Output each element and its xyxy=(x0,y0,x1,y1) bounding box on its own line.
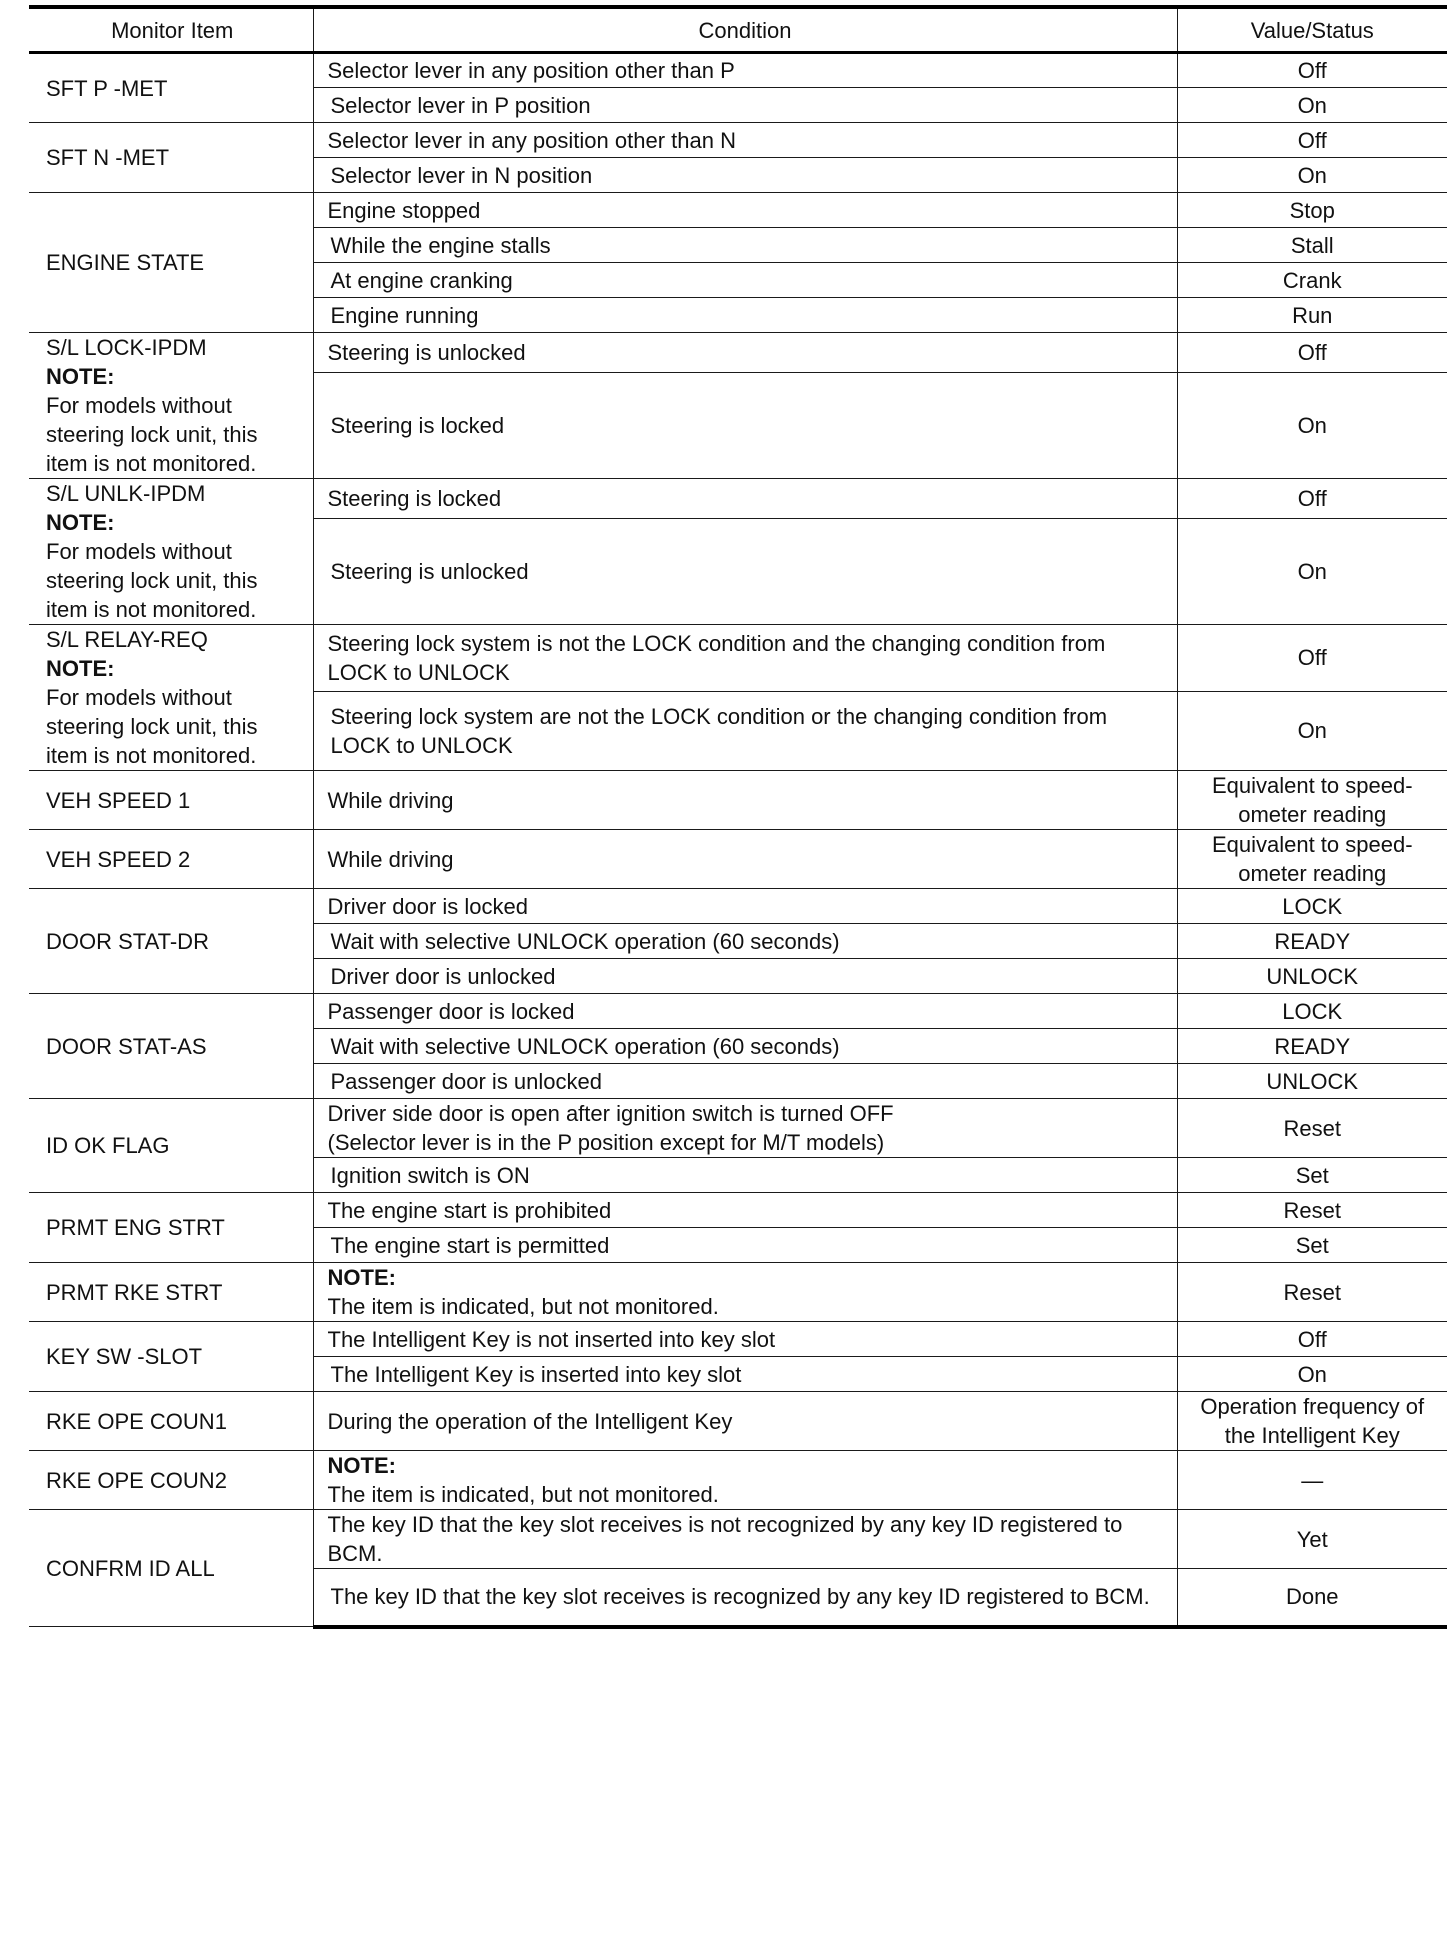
condition-cell: Engine stopped xyxy=(313,193,1177,228)
condition-cell: Steering is locked xyxy=(313,479,1177,519)
value-cell: Equivalent to speed-ometer reading xyxy=(1177,771,1447,830)
value-cell: Set xyxy=(1177,1228,1447,1263)
value-cell: On xyxy=(1177,88,1447,123)
monitor-item-cell: PRMT RKE STRT xyxy=(29,1263,313,1322)
monitor-item-name: S/L LOCK-IPDM xyxy=(46,335,207,360)
note-text: The item is indicated, but not monitored. xyxy=(327,1482,719,1507)
value-cell: Yet xyxy=(1177,1510,1447,1569)
value-cell: — xyxy=(1177,1451,1447,1510)
monitor-item-cell: VEH SPEED 1 xyxy=(29,771,313,830)
value-cell: Off xyxy=(1177,53,1447,88)
monitor-item-cell xyxy=(29,333,313,479)
condition-cell: While the engine stalls xyxy=(313,228,1177,263)
table-row xyxy=(29,1193,1447,1228)
monitor-item-name: S/L UNLK-IPDM xyxy=(46,481,206,506)
value-cell: On xyxy=(1177,518,1447,624)
value-cell: Off xyxy=(1177,333,1447,373)
condition-cell: Engine running xyxy=(313,298,1177,333)
condition-cell: Wait with selective UNLOCK operation (60 seconds) xyxy=(313,1029,1177,1064)
header-monitor-item: Monitor Item xyxy=(29,7,313,53)
condition-cell: Steering lock system is not the LOCK condition and the changing condition from LOCK to UNLOCK xyxy=(313,625,1177,692)
table-row xyxy=(29,830,1447,889)
condition-cell: The Intelligent Key is not inserted into key slot xyxy=(313,1322,1177,1357)
note-label: NOTE: xyxy=(327,1265,396,1290)
condition-cell: Selector lever in P position xyxy=(313,88,1177,123)
table-row xyxy=(29,1451,1447,1510)
condition-cell: Selector lever in any position other than N xyxy=(313,123,1177,158)
condition-cell: Wait with selective UNLOCK operation (60 seconds) xyxy=(313,924,1177,959)
value-cell: Off xyxy=(1177,123,1447,158)
value-cell: Reset xyxy=(1177,1263,1447,1322)
table-row xyxy=(29,479,1447,519)
note-text: The item is indicated, but not monitored. xyxy=(327,1294,719,1319)
condition-cell: Passenger door is unlocked xyxy=(313,1064,1177,1099)
value-cell: On xyxy=(1177,691,1447,770)
table-row xyxy=(29,1263,1447,1322)
note-label: NOTE: xyxy=(46,656,115,681)
condition-cell: Steering is unlocked xyxy=(313,518,1177,624)
value-cell: Equivalent to speed-ometer reading xyxy=(1177,830,1447,889)
value-cell: On xyxy=(1177,372,1447,478)
value-cell: On xyxy=(1177,158,1447,193)
monitor-item-cell: RKE OPE COUN2 xyxy=(29,1451,313,1510)
value-cell: Off xyxy=(1177,625,1447,692)
value-cell: LOCK xyxy=(1177,994,1447,1029)
value-cell: Run xyxy=(1177,298,1447,333)
condition-cell: Steering is unlocked xyxy=(313,333,1177,373)
condition-cell: The engine start is permitted xyxy=(313,1228,1177,1263)
value-cell: Off xyxy=(1177,1322,1447,1357)
monitor-item-cell: RKE OPE COUN1 xyxy=(29,1392,313,1451)
note-label: NOTE: xyxy=(46,510,115,535)
monitor-item-cell xyxy=(29,625,313,771)
value-cell: Set xyxy=(1177,1158,1447,1193)
condition-cell: Steering lock system are not the LOCK condition or the changing condition from LOCK to UNLOCK xyxy=(313,691,1177,770)
monitor-item-cell: VEH SPEED 2 xyxy=(29,830,313,889)
table-row xyxy=(29,333,1447,373)
note-text: For models without steering lock unit, this item is not monitored. xyxy=(46,393,258,476)
value-cell: UNLOCK xyxy=(1177,1064,1447,1099)
value-cell: READY xyxy=(1177,924,1447,959)
condition-cell: Selector lever in any position other than P xyxy=(313,53,1177,88)
value-cell: Done xyxy=(1177,1569,1447,1627)
note-text: For models without steering lock unit, this item is not monitored. xyxy=(46,539,258,622)
note-label: NOTE: xyxy=(46,364,115,389)
table-row xyxy=(29,994,1447,1029)
table-row xyxy=(29,1510,1447,1569)
header-value-status: Value/Status xyxy=(1177,7,1447,53)
value-cell: On xyxy=(1177,1357,1447,1392)
value-cell: Reset xyxy=(1177,1193,1447,1228)
condition-line: Driver side door is open after ignition switch is turned OFF xyxy=(327,1101,894,1126)
header-condition: Condition xyxy=(313,7,1177,53)
condition-cell: The key ID that the key slot receives is recognized by any key ID registered to BCM. xyxy=(313,1569,1177,1627)
value-cell: UNLOCK xyxy=(1177,959,1447,994)
condition-cell: Steering is locked xyxy=(313,372,1177,478)
value-cell: Stop xyxy=(1177,193,1447,228)
condition-cell: While driving xyxy=(313,830,1177,889)
table-row xyxy=(29,123,1447,158)
condition-cell xyxy=(313,1099,1177,1158)
value-cell: Operation frequency of the Intelligent Key xyxy=(1177,1392,1447,1451)
condition-cell xyxy=(313,1263,1177,1322)
value-cell: Off xyxy=(1177,479,1447,519)
monitor-item-cell: ENGINE STATE xyxy=(29,193,313,333)
table-row xyxy=(29,53,1447,88)
table-row xyxy=(29,1392,1447,1451)
condition-cell: While driving xyxy=(313,771,1177,830)
table-row xyxy=(29,1099,1447,1158)
monitor-item-cell: ID OK FLAG xyxy=(29,1099,313,1193)
monitor-item-cell: PRMT ENG STRT xyxy=(29,1193,313,1263)
condition-cell: The key ID that the key slot receives is not recognized by any key ID registered to BCM. xyxy=(313,1510,1177,1569)
monitor-item-cell: CONFRM ID ALL xyxy=(29,1510,313,1627)
table-row xyxy=(29,771,1447,830)
condition-cell: Ignition switch is ON xyxy=(313,1158,1177,1193)
condition-cell: Driver door is unlocked xyxy=(313,959,1177,994)
table-row xyxy=(29,1322,1447,1357)
condition-cell xyxy=(313,1451,1177,1510)
table-row xyxy=(29,889,1447,924)
monitor-item-cell: SFT P -MET xyxy=(29,53,313,123)
note-text: For models without steering lock unit, this item is not monitored. xyxy=(46,685,258,768)
condition-cell: At engine cranking xyxy=(313,263,1177,298)
condition-cell: Passenger door is locked xyxy=(313,994,1177,1029)
condition-cell: Driver door is locked xyxy=(313,889,1177,924)
value-cell: READY xyxy=(1177,1029,1447,1064)
value-cell: LOCK xyxy=(1177,889,1447,924)
monitor-item-cell xyxy=(29,479,313,625)
monitor-item-cell: KEY SW -SLOT xyxy=(29,1322,313,1392)
monitor-item-cell: DOOR STAT-DR xyxy=(29,889,313,994)
note-label: NOTE: xyxy=(327,1453,396,1478)
table-row xyxy=(29,625,1447,692)
value-cell: Crank xyxy=(1177,263,1447,298)
value-cell: Reset xyxy=(1177,1099,1447,1158)
condition-line: (Selector lever is in the P position except for M/T models) xyxy=(327,1130,885,1155)
table-header-row xyxy=(29,7,1447,53)
condition-cell: Selector lever in N position xyxy=(313,158,1177,193)
monitor-item-table xyxy=(29,5,1447,1629)
value-cell: Stall xyxy=(1177,228,1447,263)
monitor-item-name: S/L RELAY-REQ xyxy=(46,627,208,652)
monitor-item-cell: SFT N -MET xyxy=(29,123,313,193)
table-row xyxy=(29,193,1447,228)
condition-cell: The engine start is prohibited xyxy=(313,1193,1177,1228)
condition-cell: During the operation of the Intelligent Key xyxy=(313,1392,1177,1451)
monitor-item-cell: DOOR STAT-AS xyxy=(29,994,313,1099)
condition-cell: The Intelligent Key is inserted into key slot xyxy=(313,1357,1177,1392)
